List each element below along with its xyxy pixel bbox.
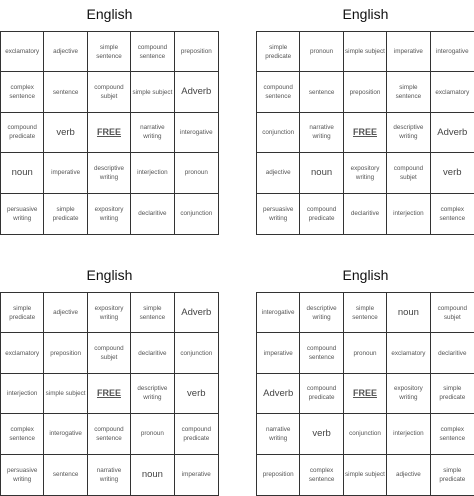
bingo-cell: simple subject <box>44 374 87 414</box>
bingo-cell: verb <box>175 374 218 414</box>
bingo-cell: declaritive <box>431 333 474 373</box>
bingo-cell: Adverb <box>257 374 300 414</box>
bingo-cell: simple sentence <box>387 72 430 112</box>
bingo-cell: sentence <box>44 72 87 112</box>
bingo-cell: preposition <box>44 333 87 373</box>
bingo-cell: simple subject <box>131 72 174 112</box>
card-title: English <box>86 6 133 22</box>
bingo-cell: simple predicate <box>439 466 466 483</box>
bingo-cell: persuasive writing <box>257 194 300 234</box>
card-title: English <box>342 6 389 22</box>
bingo-cell: compound predicate <box>175 414 218 454</box>
bingo-cell: compound sentence <box>131 32 174 72</box>
bingo-cell: simple predicate <box>431 374 474 414</box>
bingo-grid <box>0 31 219 235</box>
bingo-cell: simple sentence <box>344 293 387 333</box>
bingo-cell: Adverb <box>431 113 474 153</box>
bingo-cell: interogative <box>175 113 218 153</box>
bingo-cell: noun <box>387 293 430 333</box>
bingo-cell: simple sentence <box>88 32 131 72</box>
bingo-cell: interjection <box>131 153 174 193</box>
bingo-cell: compound subjet <box>387 153 430 193</box>
bingo-cell: narrative writing <box>131 113 174 153</box>
bingo-cell: interjection <box>387 194 430 234</box>
bingo-cell: interogative <box>44 414 87 454</box>
bingo-cell: imperative <box>387 32 430 72</box>
bingo-cell: interjection <box>1 374 44 414</box>
card-title: English <box>86 267 133 283</box>
bingo-cell: sentence <box>300 72 343 112</box>
bingo-cell: preposition <box>344 72 387 112</box>
bingo-cell: interogative <box>431 32 474 72</box>
bingo-cell: descriptive writing <box>88 153 131 193</box>
bingo-cell: conjunction <box>180 210 213 218</box>
bingo-cell: adjective <box>387 455 430 495</box>
bingo-cell: noun <box>300 153 343 193</box>
bingo-cell: adjective <box>257 153 300 193</box>
bingo-cell: simple sentence <box>131 293 174 333</box>
bingo-cell: exclamatory <box>387 333 430 373</box>
free-space-cell: FREE <box>344 374 387 414</box>
bingo-cell: adjective <box>44 293 87 333</box>
bingo-cell: verb <box>300 414 343 454</box>
bingo-cell: simple subject <box>344 455 387 495</box>
bingo-cell: pronoun <box>344 333 387 373</box>
bingo-cell: compound sentence <box>300 333 343 373</box>
free-space-cell: FREE <box>88 113 131 153</box>
bingo-cell: verb <box>431 153 474 193</box>
bingo-cell: preposition <box>257 455 300 495</box>
bingo-cell: simple predicate <box>44 194 87 234</box>
bingo-cell: conjunction <box>175 333 218 373</box>
bingo-cell: declaritive <box>131 333 174 373</box>
free-space-cell: FREE <box>344 113 387 153</box>
bingo-cell: expository writing <box>88 293 131 333</box>
bingo-cell: compound predicate <box>1 113 44 153</box>
bingo-cell: narrative writing <box>300 113 343 153</box>
bingo-cell: simple predicate <box>1 293 44 333</box>
bingo-cell: exclamatory <box>431 72 474 112</box>
bingo-cell: sentence <box>44 455 87 495</box>
bingo-cell: simple predicate <box>257 32 300 72</box>
bingo-cell: complex sentence <box>1 72 44 112</box>
bingo-cell: interjection <box>387 414 430 454</box>
bingo-cell: persuasive writing <box>1 194 44 234</box>
bingo-cell: expository writing <box>344 153 387 193</box>
bingo-cell: persuasive writing <box>1 455 44 495</box>
bingo-cell: complex sentence <box>431 414 474 454</box>
bingo-cell: complex sentence <box>300 455 343 495</box>
bingo-cell: Adverb <box>175 293 218 333</box>
bingo-cell: pronoun <box>131 414 174 454</box>
bingo-grid <box>0 292 219 496</box>
bingo-cell: conjunction <box>344 414 387 454</box>
bingo-cell: noun <box>131 455 174 495</box>
bingo-cell: compound predicate <box>300 374 343 414</box>
bingo-cell: noun <box>1 153 44 193</box>
bingo-cell: simple subject <box>344 32 387 72</box>
bingo-cell: descriptive writing <box>300 293 343 333</box>
bingo-cell: exclamatory <box>1 333 44 373</box>
bingo-cell: narrative writing <box>257 414 300 454</box>
bingo-grid <box>256 31 474 235</box>
bingo-grid <box>256 292 474 496</box>
bingo-cell: interogative <box>257 293 300 333</box>
bingo-cell: pronoun <box>300 32 343 72</box>
bingo-cell: verb <box>44 113 87 153</box>
bingo-cell: declaritive <box>344 194 387 234</box>
bingo-cell: exclamatory <box>1 32 44 72</box>
bingo-cell: imperative <box>44 153 87 193</box>
bingo-cell: Adverb <box>175 72 218 112</box>
bingo-cell: declaritive <box>131 194 174 234</box>
bingo-cell: conjunction <box>257 113 300 153</box>
bingo-cell: compound sentence <box>88 414 131 454</box>
bingo-cell: compound subjet <box>88 72 131 112</box>
bingo-cell: preposition <box>175 32 218 72</box>
bingo-cell: compound subjet <box>88 333 131 373</box>
bingo-cell: compound predicate <box>300 194 343 234</box>
bingo-cell: complex sentence <box>1 414 44 454</box>
bingo-cell: narrative writing <box>88 455 131 495</box>
bingo-cell: descriptive writing <box>131 374 174 414</box>
bingo-cell: descriptive writing <box>387 113 430 153</box>
bingo-cell: imperative <box>257 333 300 373</box>
bingo-cell: expository writing <box>387 374 430 414</box>
bingo-cell: pronoun <box>175 153 218 193</box>
bingo-cell: compound subjet <box>431 293 474 333</box>
card-title: English <box>342 267 389 283</box>
bingo-cell: complex sentence <box>439 205 466 222</box>
bingo-cell: expository writing <box>88 194 131 234</box>
bingo-cell: adjective <box>44 32 87 72</box>
free-space-cell: FREE <box>88 374 131 414</box>
bingo-cell: imperative <box>181 471 211 479</box>
bingo-cell: compound sentence <box>257 72 300 112</box>
